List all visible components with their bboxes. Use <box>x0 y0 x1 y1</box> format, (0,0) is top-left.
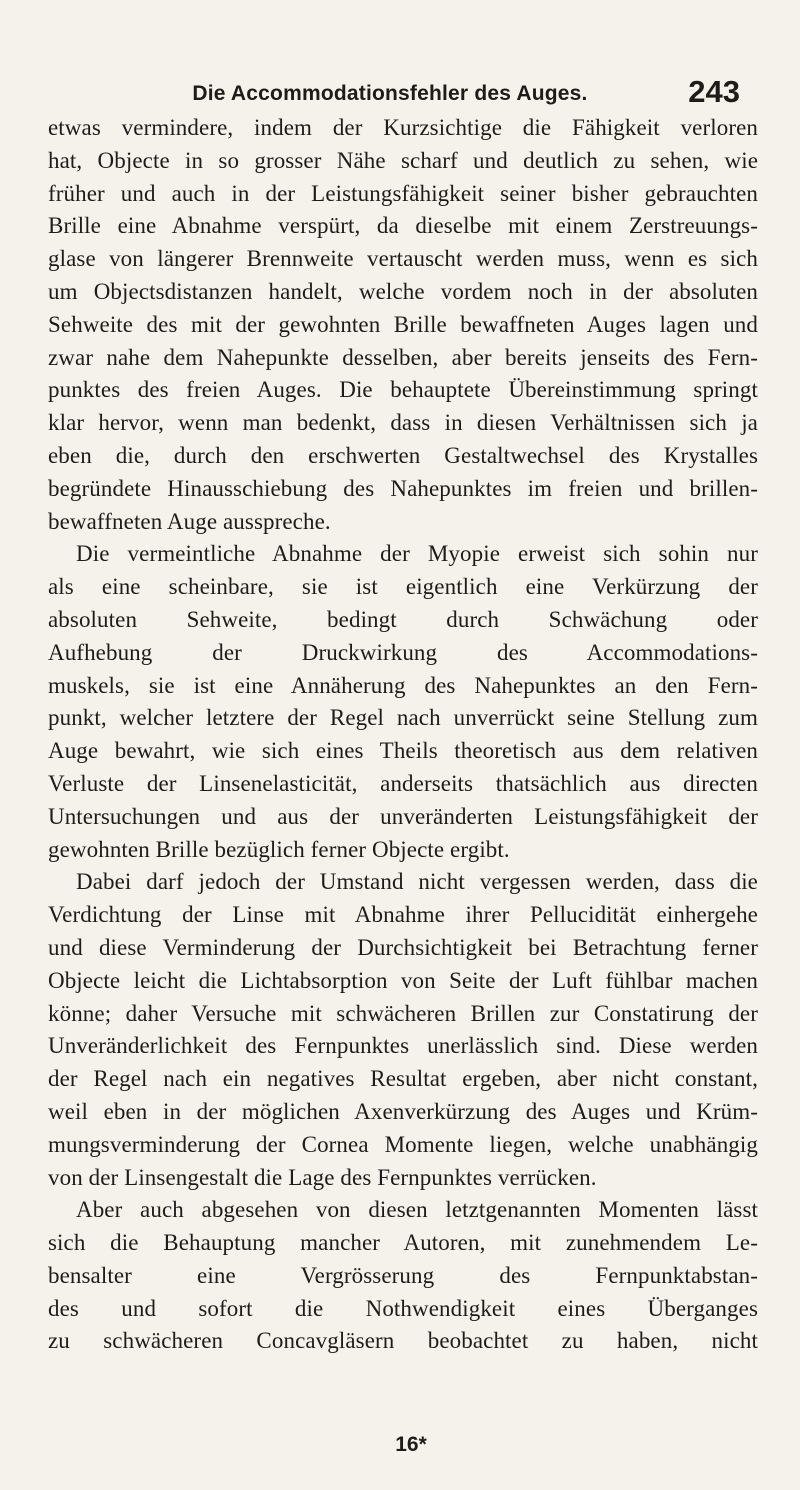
text-line: gewohnten Brille bezüglich ferner Objecte ergibt. <box>48 836 510 862</box>
text-line: Unveränderlichkeit des Fernpunktes unerlässlich sind. Diese werden <box>48 1033 758 1059</box>
text-line: zu schwächeren Concavgläsern beobachtet zu haben, nicht <box>48 1328 758 1354</box>
text-line: weil eben in der möglichen Axenverkürzung des Auges und Krüm- <box>48 1098 758 1124</box>
text-line: der Regel nach ein negatives Resultat ergeben, aber nicht constant, <box>48 1066 758 1092</box>
text-line: mungsverminderung der Cornea Momente liegen, welche unabhängig <box>48 1131 758 1157</box>
text-line: etwas vermindere, indem der Kurzsichtige die Fähigkeit verloren <box>48 115 758 140</box>
text-line: eben die, durch den erschwerten Gestaltwechsel des Krystalles <box>48 442 758 468</box>
text-line: Verdichtung der Linse mit Abnahme ihrer Pellucidität einhergehe <box>48 902 758 928</box>
text-line: Aber auch abgesehen von diesen letztgenannten Momenten lässt <box>76 1197 758 1223</box>
text-line: absoluten Sehweite, bedingt durch Schwächung oder <box>48 606 758 632</box>
text-line: hat, Objecte in so grosser Nähe scharf und deutlich zu sehen, wie <box>48 147 758 173</box>
text-line: früher und auch in der Leistungsfähigkeit seiner bisher gebrauchten <box>48 180 758 206</box>
text-line: von der Linsengestalt die Lage des Fernpunktes verrücken. <box>48 1164 597 1190</box>
text-line: Die vermeintliche Abnahme der Myopie erweist sich sohin nur <box>76 541 758 567</box>
running-head <box>40 74 740 114</box>
running-title: Die Accommodationsfehler des Auges. <box>192 82 588 105</box>
text-line: klar hervor, wenn man bedenkt, dass in diesen Verhältnissen sich ja <box>48 410 758 436</box>
text-line: bensalter eine Vergrösserung des Fernpunktabstan- <box>48 1262 758 1288</box>
text-line: Untersuchungen und aus der unveränderten Leistungsfähigkeit der <box>48 803 758 829</box>
text-line: Brille eine Abnahme verspürt, da dieselbe mit einem Zerstreuungs- <box>48 213 758 239</box>
text-line: könne; daher Versuche mit schwächeren Brillen zur Constatirung der <box>48 1000 758 1026</box>
page-number: 243 <box>688 74 740 109</box>
text-line: und diese Verminderung der Durchsichtigkeit bei Betrachtung ferner <box>48 934 758 960</box>
body-text <box>48 112 758 1358</box>
text-line: punktes des freien Auges. Die behauptete Übereinstimmung springt <box>48 377 758 403</box>
text-line: punkt, welcher letztere der Regel nach unverrückt seine Stellung zum <box>48 705 758 731</box>
text-line: Dabei darf jedoch der Umstand nicht vergessen werden, dass die <box>76 869 758 895</box>
text-line: des und sofort die Nothwendigkeit eines Überganges <box>48 1295 758 1321</box>
text-line: als eine scheinbare, sie ist eigentlich eine Verkürzung der <box>48 574 758 600</box>
text-line: glase von längerer Brennweite vertauscht werden muss, wenn es sich <box>48 246 758 272</box>
text-line: Aufhebung der Druckwirkung des Accommodations- <box>48 639 758 665</box>
text-line: bewaffneten Auge ausspreche. <box>48 508 331 534</box>
text-line: sich die Behauptung mancher Autoren, mit zunehmendem Le- <box>48 1230 758 1256</box>
text-line: zwar nahe dem Nahepunkte desselben, aber bereits jenseits des Fern- <box>48 344 758 370</box>
text-line: begründete Hinausschiebung des Nahepunktes im freien und brillen- <box>48 475 758 501</box>
text-line: Objecte leicht die Lichtabsorption von Seite der Luft fühlbar machen <box>48 967 758 993</box>
text-line: Auge bewahrt, wie sich eines Theils theoretisch aus dem relativen <box>48 738 758 764</box>
text-line: um Objectsdistanzen handelt, welche vordem noch in der absoluten <box>48 278 758 304</box>
text-line: Verluste der Linsenelasticität, anderseits thatsächlich aus directen <box>48 770 758 796</box>
text-line: Sehweite des mit der gewohnten Brille bewaffneten Auges lagen und <box>48 311 758 337</box>
text-line: muskels, sie ist eine Annäherung des Nahepunktes an den Fern- <box>48 672 758 698</box>
sheet-signature: 16* <box>395 1433 427 1456</box>
